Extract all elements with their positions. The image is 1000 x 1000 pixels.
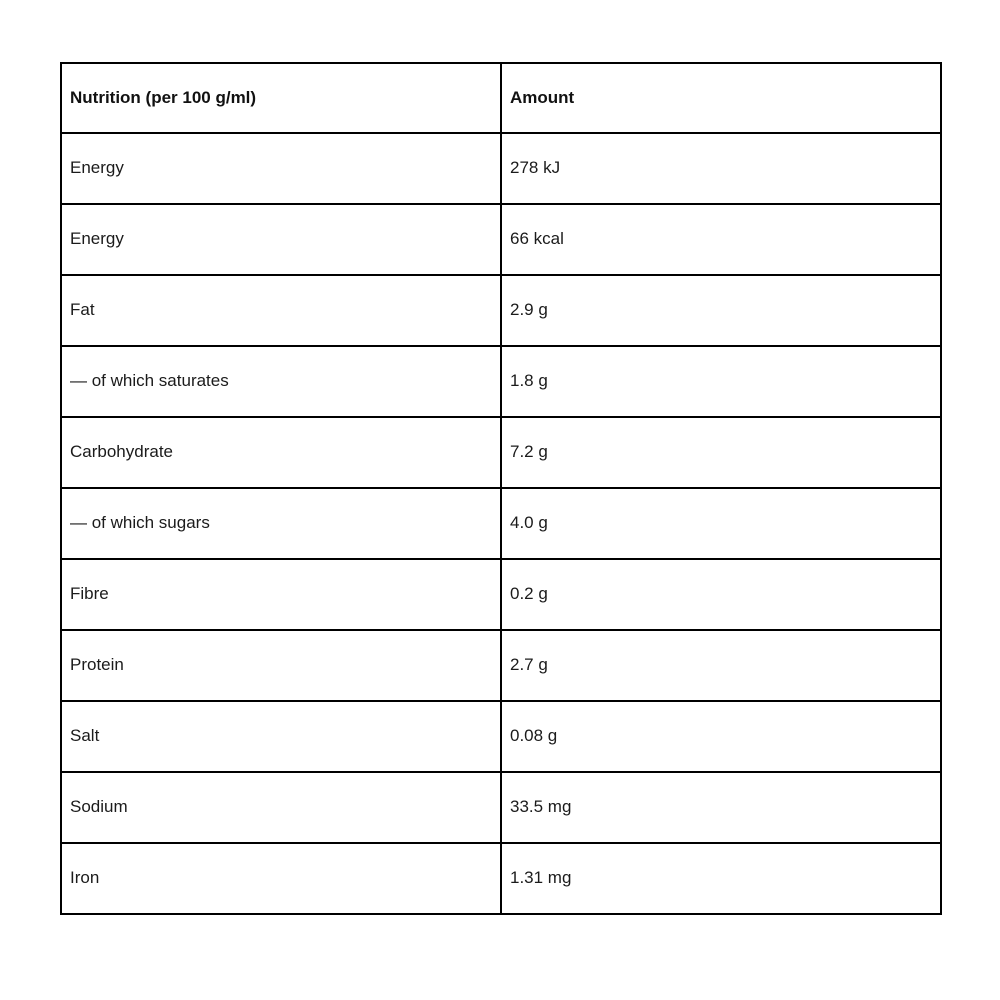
table-row bbox=[61, 275, 941, 346]
table-row bbox=[61, 843, 941, 914]
table-body bbox=[61, 133, 941, 914]
amount-cell: 1.31 mg bbox=[501, 843, 941, 914]
amount-cell: 2.9 g bbox=[501, 275, 941, 346]
nutrition-table bbox=[60, 62, 942, 915]
header-row bbox=[61, 63, 941, 133]
table-row bbox=[61, 630, 941, 701]
nutrient-cell: — of which saturates bbox=[61, 346, 501, 417]
nutrient-cell: Carbohydrate bbox=[61, 417, 501, 488]
nutrient-cell: Fat bbox=[61, 275, 501, 346]
amount-cell: 2.7 g bbox=[501, 630, 941, 701]
nutrient-cell: Protein bbox=[61, 630, 501, 701]
amount-cell: 33.5 mg bbox=[501, 772, 941, 843]
amount-cell: 7.2 g bbox=[501, 417, 941, 488]
table-row bbox=[61, 346, 941, 417]
table-row bbox=[61, 204, 941, 275]
amount-cell: 1.8 g bbox=[501, 346, 941, 417]
table-row bbox=[61, 772, 941, 843]
amount-cell: 4.0 g bbox=[501, 488, 941, 559]
nutrient-cell: Sodium bbox=[61, 772, 501, 843]
nutrient-cell: — of which sugars bbox=[61, 488, 501, 559]
nutrition-header-cell: Nutrition (per 100 g/ml) bbox=[61, 63, 501, 133]
nutrient-cell: Fibre bbox=[61, 559, 501, 630]
table-row bbox=[61, 701, 941, 772]
table-row bbox=[61, 133, 941, 204]
amount-cell: 278 kJ bbox=[501, 133, 941, 204]
table-row bbox=[61, 417, 941, 488]
nutrient-cell: Energy bbox=[61, 133, 501, 204]
table-row bbox=[61, 559, 941, 630]
table-row bbox=[61, 488, 941, 559]
nutrient-cell: Energy bbox=[61, 204, 501, 275]
amount-cell: 0.2 g bbox=[501, 559, 941, 630]
nutrient-cell: Iron bbox=[61, 843, 501, 914]
nutrient-cell: Salt bbox=[61, 701, 501, 772]
amount-header-cell: Amount bbox=[501, 63, 941, 133]
amount-cell: 0.08 g bbox=[501, 701, 941, 772]
amount-cell: 66 kcal bbox=[501, 204, 941, 275]
